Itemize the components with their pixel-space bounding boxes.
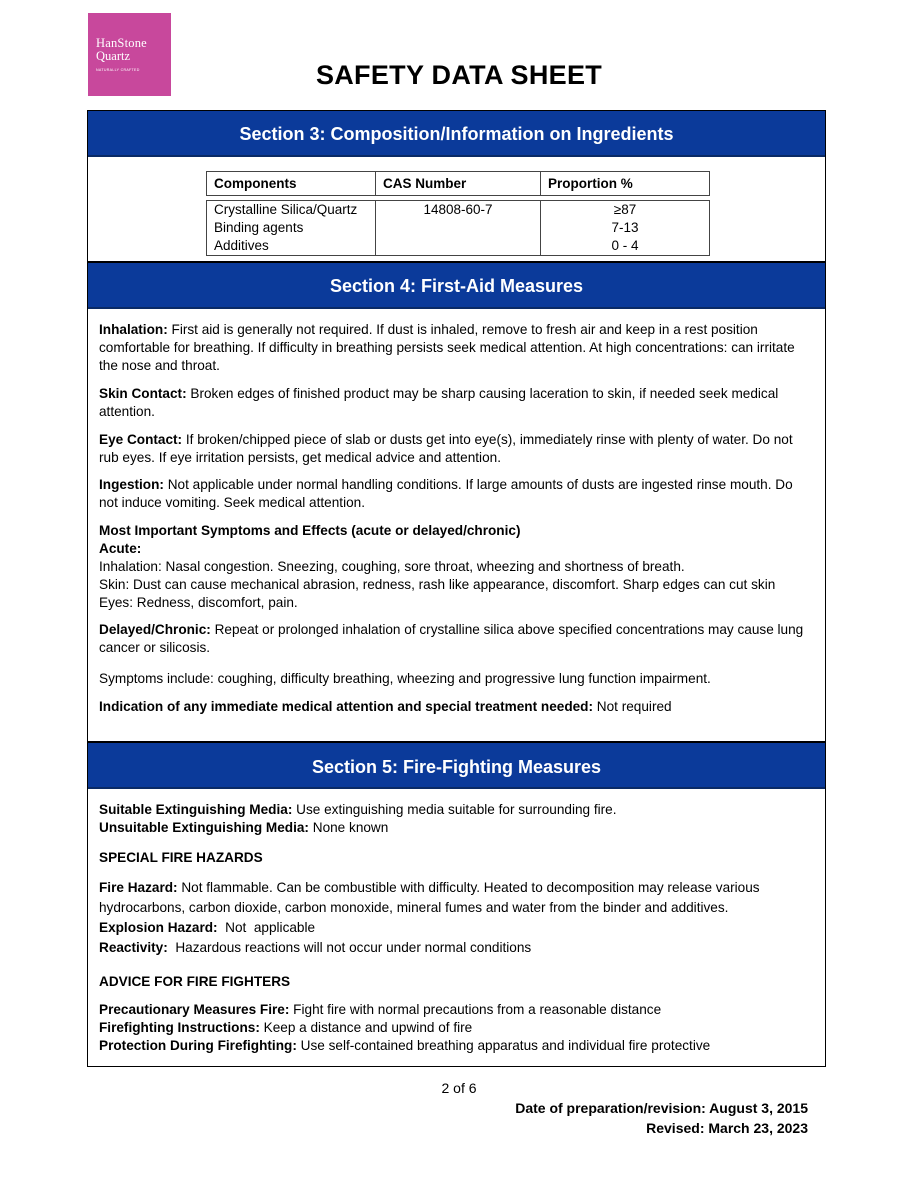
fire-fighting-content — [99, 801, 815, 1055]
ingestion-label: Ingestion: — [99, 477, 164, 492]
inhalation-label: Inhalation: — [99, 322, 168, 337]
section-5 — [87, 742, 826, 1067]
revised-date: Revised: March 23, 2023 — [646, 1120, 808, 1136]
cas-number — [376, 237, 541, 256]
section-3 — [87, 110, 826, 262]
reactivity-label: Reactivity: — [99, 940, 168, 955]
skin-label: Skin Contact: — [99, 386, 187, 401]
cas-number — [376, 219, 541, 237]
precautionary-measures — [99, 1001, 815, 1019]
suitable-label: Suitable Extinguishing Media: — [99, 802, 293, 817]
table-row — [207, 237, 710, 256]
symptoms-heading: Most Important Symptoms and Effects (acute or delayed/chronic) — [99, 523, 521, 538]
page-number: 2 of 6 — [441, 1080, 477, 1096]
section-3-heading: Section 3: Composition/Information on Ingredients — [88, 111, 825, 157]
unsuitable-media — [99, 819, 815, 837]
indication-paragraph — [99, 698, 815, 716]
protection-during-firefighting — [99, 1037, 815, 1055]
cas-number: 14808-60-7 — [376, 201, 541, 220]
section-4 — [87, 262, 826, 742]
explosion-text: Not applicable — [217, 920, 316, 935]
col-header-proportion: Proportion % — [541, 172, 710, 196]
indication-label: Indication of any immediate medical attention and special treatment needed: — [99, 699, 594, 714]
table-header-row — [207, 172, 710, 196]
acute-eyes: Eyes: Redness, discomfort, pain. — [99, 595, 298, 610]
fire-hazard-paragraph — [99, 878, 815, 918]
first-aid-content — [99, 321, 815, 716]
explosion-label: Explosion Hazard: — [99, 920, 218, 935]
acute-label: Acute: — [99, 541, 142, 556]
advice-heading: ADVICE FOR FIRE FIGHTERS — [99, 974, 291, 989]
acute-skin: Skin: Dust can cause mechanical abrasion, redness, rash like appearance, discomfort. Sharp edges can cut skin — [99, 577, 776, 592]
delayed-label: Delayed/Chronic: — [99, 622, 211, 637]
logo-line1: HanStone — [96, 36, 147, 50]
symptoms-text: Symptoms include: coughing, difficulty breathing, wheezing and progressive lung function impairment. — [99, 671, 711, 686]
skin-text: Broken edges of finished product may be sharp causing laceration to skin, if needed seek medical attention. — [99, 386, 779, 419]
component-name: Crystalline Silica/Quartz — [207, 201, 376, 220]
fire-hazard-label: Fire Hazard: — [99, 880, 178, 895]
instructions-text: Keep a distance and upwind of fire — [259, 1020, 473, 1035]
logo-line2: Quartz — [96, 49, 131, 63]
eye-paragraph — [99, 431, 815, 467]
proportion: 0 - 4 — [541, 237, 710, 256]
col-header-components: Components — [207, 172, 376, 196]
page-title: SAFETY DATA SHEET — [315, 60, 603, 90]
inhalation-paragraph — [99, 321, 815, 375]
preparation-date: Date of preparation/revision: August 3, 2015 — [515, 1100, 808, 1116]
col-header-cas: CAS Number — [376, 172, 541, 196]
component-name: Additives — [207, 237, 376, 256]
delayed-text: Repeat or prolonged inhalation of crystalline silica above specified concentrations may cause lung cancer or silicosis. — [99, 622, 804, 655]
composition-table — [206, 171, 710, 256]
reactivity-text: Hazardous reactions will not occur under normal conditions — [167, 940, 532, 955]
fire-hazard-text: Not flammable. Can be combustible with difficulty. Heated to decomposition may release various hydrocarbons, carbon dioxide, carbon monoxide, mineral fumes and water from the binder and additives. — [99, 880, 760, 915]
suitable-media — [99, 801, 815, 819]
section-5-heading: Section 5: Fire-Fighting Measures — [88, 743, 825, 789]
precaution-label: Precautionary Measures Fire: — [99, 1002, 290, 1017]
proportion: 7-13 — [541, 219, 710, 237]
reactivity — [99, 938, 815, 958]
ingestion-paragraph — [99, 476, 815, 512]
suitable-text: Use extinguishing media suitable for surrounding fire. — [292, 802, 617, 817]
ingestion-text: Not applicable under normal handling conditions. If large amounts of dusts are ingested rinse mouth. Do not induce vomiting. Seek medical attention. — [99, 477, 793, 510]
protection-label: Protection During Firefighting: — [99, 1038, 297, 1053]
unsuitable-label: Unsuitable Extinguishing Media: — [99, 820, 309, 835]
eye-text: If broken/chipped piece of slab or dusts get into eye(s), immediately rinse with plenty of water. Do not rub eyes. If eye irritation persists, get medical advice and attention. — [99, 432, 793, 465]
special-fire-hazards-heading: SPECIAL FIRE HAZARDS — [99, 850, 263, 865]
eye-label: Eye Contact: — [99, 432, 183, 447]
precaution-text: Fight fire with normal precautions from a reasonable distance — [289, 1002, 662, 1017]
protection-text: Use self-contained breathing apparatus and individual fire protective — [296, 1038, 711, 1053]
section-4-heading: Section 4: First-Aid Measures — [88, 263, 825, 309]
firefighting-instructions — [99, 1019, 815, 1037]
table-row — [207, 201, 710, 220]
instructions-label: Firefighting Instructions: — [99, 1020, 260, 1035]
logo-tagline: NATURALLY CRAFTED — [96, 68, 140, 72]
component-name: Binding agents — [207, 219, 376, 237]
acute-inhalation: Inhalation: Nasal congestion. Sneezing, coughing, sore throat, wheezing and shortness of breath. — [99, 559, 685, 574]
skin-paragraph — [99, 385, 815, 421]
explosion-hazard — [99, 918, 815, 938]
table-row — [207, 219, 710, 237]
inhalation-text: First aid is generally not required. If dust is inhaled, remove to fresh air and keep in a rest position comfortable for breathing. If difficulty in breathing persists seek medical attention. At high concentrations: can irritate the nose and throat. — [99, 322, 795, 373]
proportion: ≥87 — [541, 201, 710, 220]
indication-text: Not required — [593, 699, 672, 714]
delayed-paragraph — [99, 621, 815, 657]
unsuitable-text: None known — [308, 820, 389, 835]
